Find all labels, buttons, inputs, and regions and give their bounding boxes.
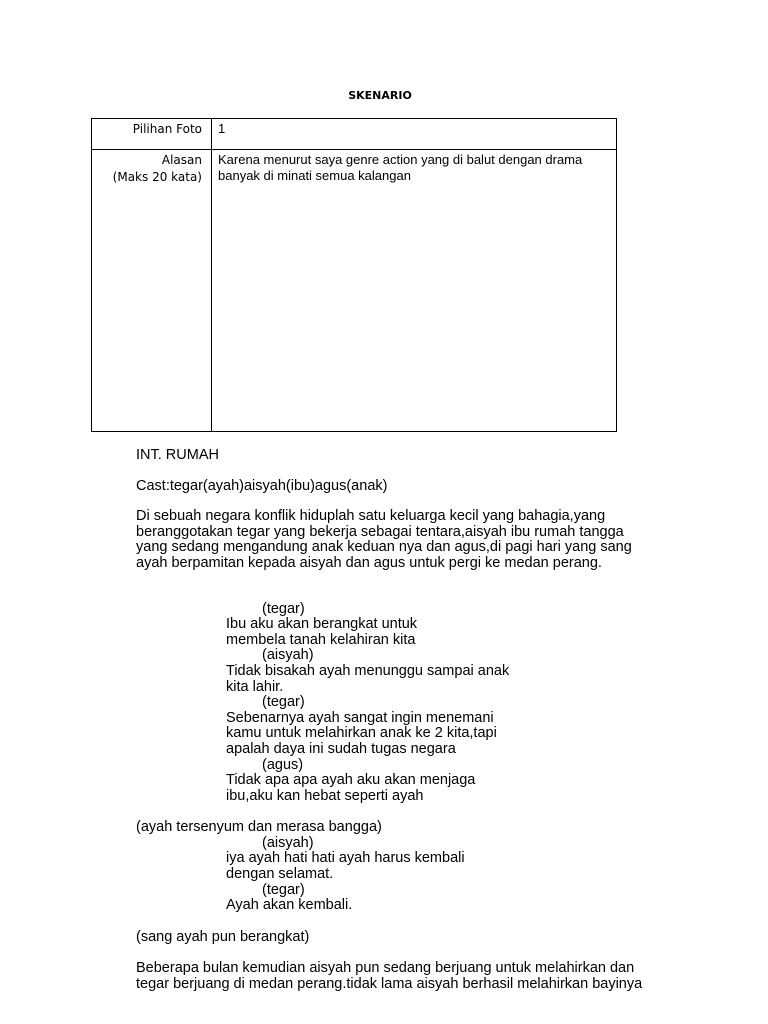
- dialogue-line: apalah daya ini sudah tugas negara: [226, 740, 456, 757]
- speaker-name: (aisyah): [262, 834, 314, 851]
- value-line: Karena menurut saya genre action yang di balut dengan drama: [218, 152, 583, 167]
- row-value: [212, 150, 617, 432]
- closing-paragraph: [136, 961, 676, 992]
- stage-direction: (sang ayah pun berangkat): [136, 928, 310, 945]
- row-label: [92, 119, 212, 150]
- label-line: (Maks 20 kata): [112, 170, 202, 184]
- dialogue-line: iya ayah hati hati ayah harus kembali: [226, 850, 465, 867]
- label-line: Pilihan Foto: [132, 122, 202, 136]
- narrative-line: yang sedang mengandung anak keduan nya dan agus,di pagi hari yang sang: [136, 539, 632, 556]
- speaker-name: (tegar): [262, 881, 305, 898]
- form-table: [91, 118, 617, 432]
- speaker-name: (agus): [262, 756, 304, 773]
- stage-direction: (ayah tersenyum dan merasa bangga): [136, 819, 382, 836]
- scene-heading: INT. RUMAH: [136, 447, 219, 463]
- dialogue-line: Tidak apa apa ayah aku akan menjaga: [226, 772, 476, 789]
- script-body: [136, 448, 676, 993]
- narrative-paragraph: [136, 509, 676, 571]
- table-row: [92, 150, 617, 432]
- dialogue-line: ibu,aku kan hebat seperti ayah: [226, 787, 424, 804]
- dialogue-block: [136, 602, 676, 805]
- row-value: [212, 119, 617, 150]
- narrative-line: Di sebuah negara konflik hiduplah satu keluarga kecil yang bahagia,yang: [136, 508, 606, 525]
- row-label: [92, 150, 212, 432]
- table-row: [92, 119, 617, 150]
- cast-line: Cast:tegar(ayah)aisyah(ibu)agus(anak): [136, 477, 388, 494]
- spacer: [136, 945, 676, 961]
- dialogue-line: membela tanah kelahiran kita: [226, 631, 416, 648]
- spacer: [136, 804, 676, 820]
- label-line: Alasan: [161, 153, 202, 167]
- dialogue-line: Sebenarnya ayah sangat ingin menemani: [226, 709, 494, 726]
- dialogue-block: [136, 836, 676, 914]
- dialogue-line: kamu untuk melahirkan anak ke 2 kita,tapi: [226, 725, 497, 742]
- speaker-name: (tegar): [262, 600, 305, 617]
- dialogue-line: Ayah akan kembali.: [226, 897, 353, 914]
- speaker-name: (aisyah): [262, 647, 314, 664]
- narrative-line: beranggotakan tegar yang bekerja sebagai tentara,aisyah ibu rumah tangga: [136, 523, 624, 540]
- closing-line: tegar berjuang di medan perang.tidak lama aisyah berhasil melahirkan bayinya: [136, 976, 643, 993]
- narrative-line: ayah berpamitan kepada aisyah dan agus untuk pergi ke medan perang.: [136, 554, 602, 571]
- closing-line: Beberapa bulan kemudian aisyah pun sedang berjuang untuk melahirkan dan: [136, 960, 635, 977]
- page-title: SKENARIO: [348, 89, 412, 102]
- value-line: 1: [218, 121, 226, 136]
- dialogue-line: Tidak bisakah ayah menunggu sampai anak: [226, 662, 510, 679]
- value-line: banyak di minati semua kalangan: [218, 168, 411, 183]
- dialogue-line: dengan selamat.: [226, 866, 334, 883]
- speaker-name: (tegar): [262, 694, 305, 711]
- spacer: [136, 914, 676, 930]
- dialogue-line: kita lahir.: [226, 678, 284, 695]
- dialogue-line: Ibu aku akan berangkat untuk: [226, 616, 418, 633]
